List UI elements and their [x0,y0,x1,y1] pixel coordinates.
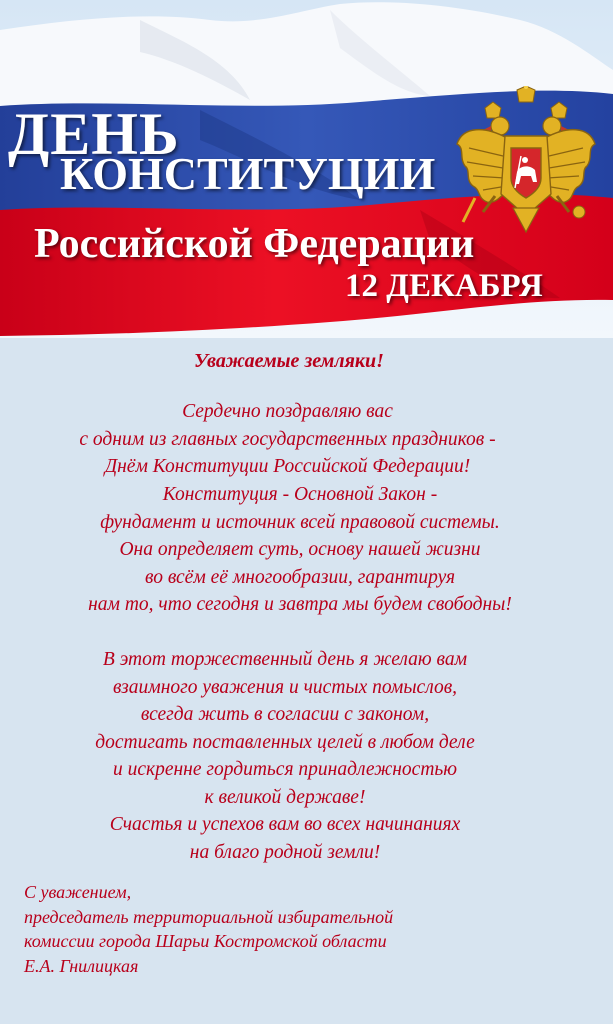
text-line: Днём Конституции Российской Федерации! [104,456,471,477]
text-line: фундамент и источник всей правовой системы. [100,511,500,533]
russian-coat-of-arms-icon [455,86,597,234]
banner-title-line2: КОНСТИТУЦИИ [60,148,436,199]
signature-line: С уважением, [24,882,132,902]
signature-line: председатель территориальной избирательной [24,906,394,927]
header-banner [0,0,613,338]
banner-title-line1: ДЕНЬ [8,101,180,167]
text-line: нам то, что сегодня и завтра мы будем свободны! [88,594,512,615]
letter-greeting: Уважаемые земляки! [194,350,384,372]
letter-paragraph-2 [0,481,600,619]
letter-paragraph-1 [0,398,575,481]
text-line: Конституция - Основной Закон - [162,484,438,505]
text-line: В этот торжественный день я желаю вам [102,649,468,670]
text-line: и искренне гордиться принадлежностью [112,759,458,780]
text-line: к великой державе! [204,786,366,808]
text-line: на благо родной земли! [189,841,381,863]
banner-subtitle: Российской Федерации [34,221,475,267]
text-line: с одним из главных государственных праздников - [79,428,496,450]
banner-date: 12 ДЕКАБРЯ [345,268,543,304]
text-line: Счастья и успехов вам во всех начинаниях [109,814,461,835]
text-line: Она определяет суть, основу нашей жизни [119,539,481,560]
text-line: взаимного уважения и чистых помыслов, [112,676,458,698]
text-line: всегда жить в согласии с законом, [140,704,430,725]
letter-signature [24,880,393,978]
letter-paragraph-3 [0,646,570,866]
text-line: во всём её многообразии, гарантируя [144,566,456,588]
text-line: достигать поставленных целей в любом деле [95,731,475,753]
letter-body [0,338,613,1024]
text-line: Сердечно поздравляю вас [182,401,393,422]
signature-line: комиссии города Шарьи Костромской области [24,931,387,951]
signature-name: Е.А. Гнилицкая [24,955,139,976]
